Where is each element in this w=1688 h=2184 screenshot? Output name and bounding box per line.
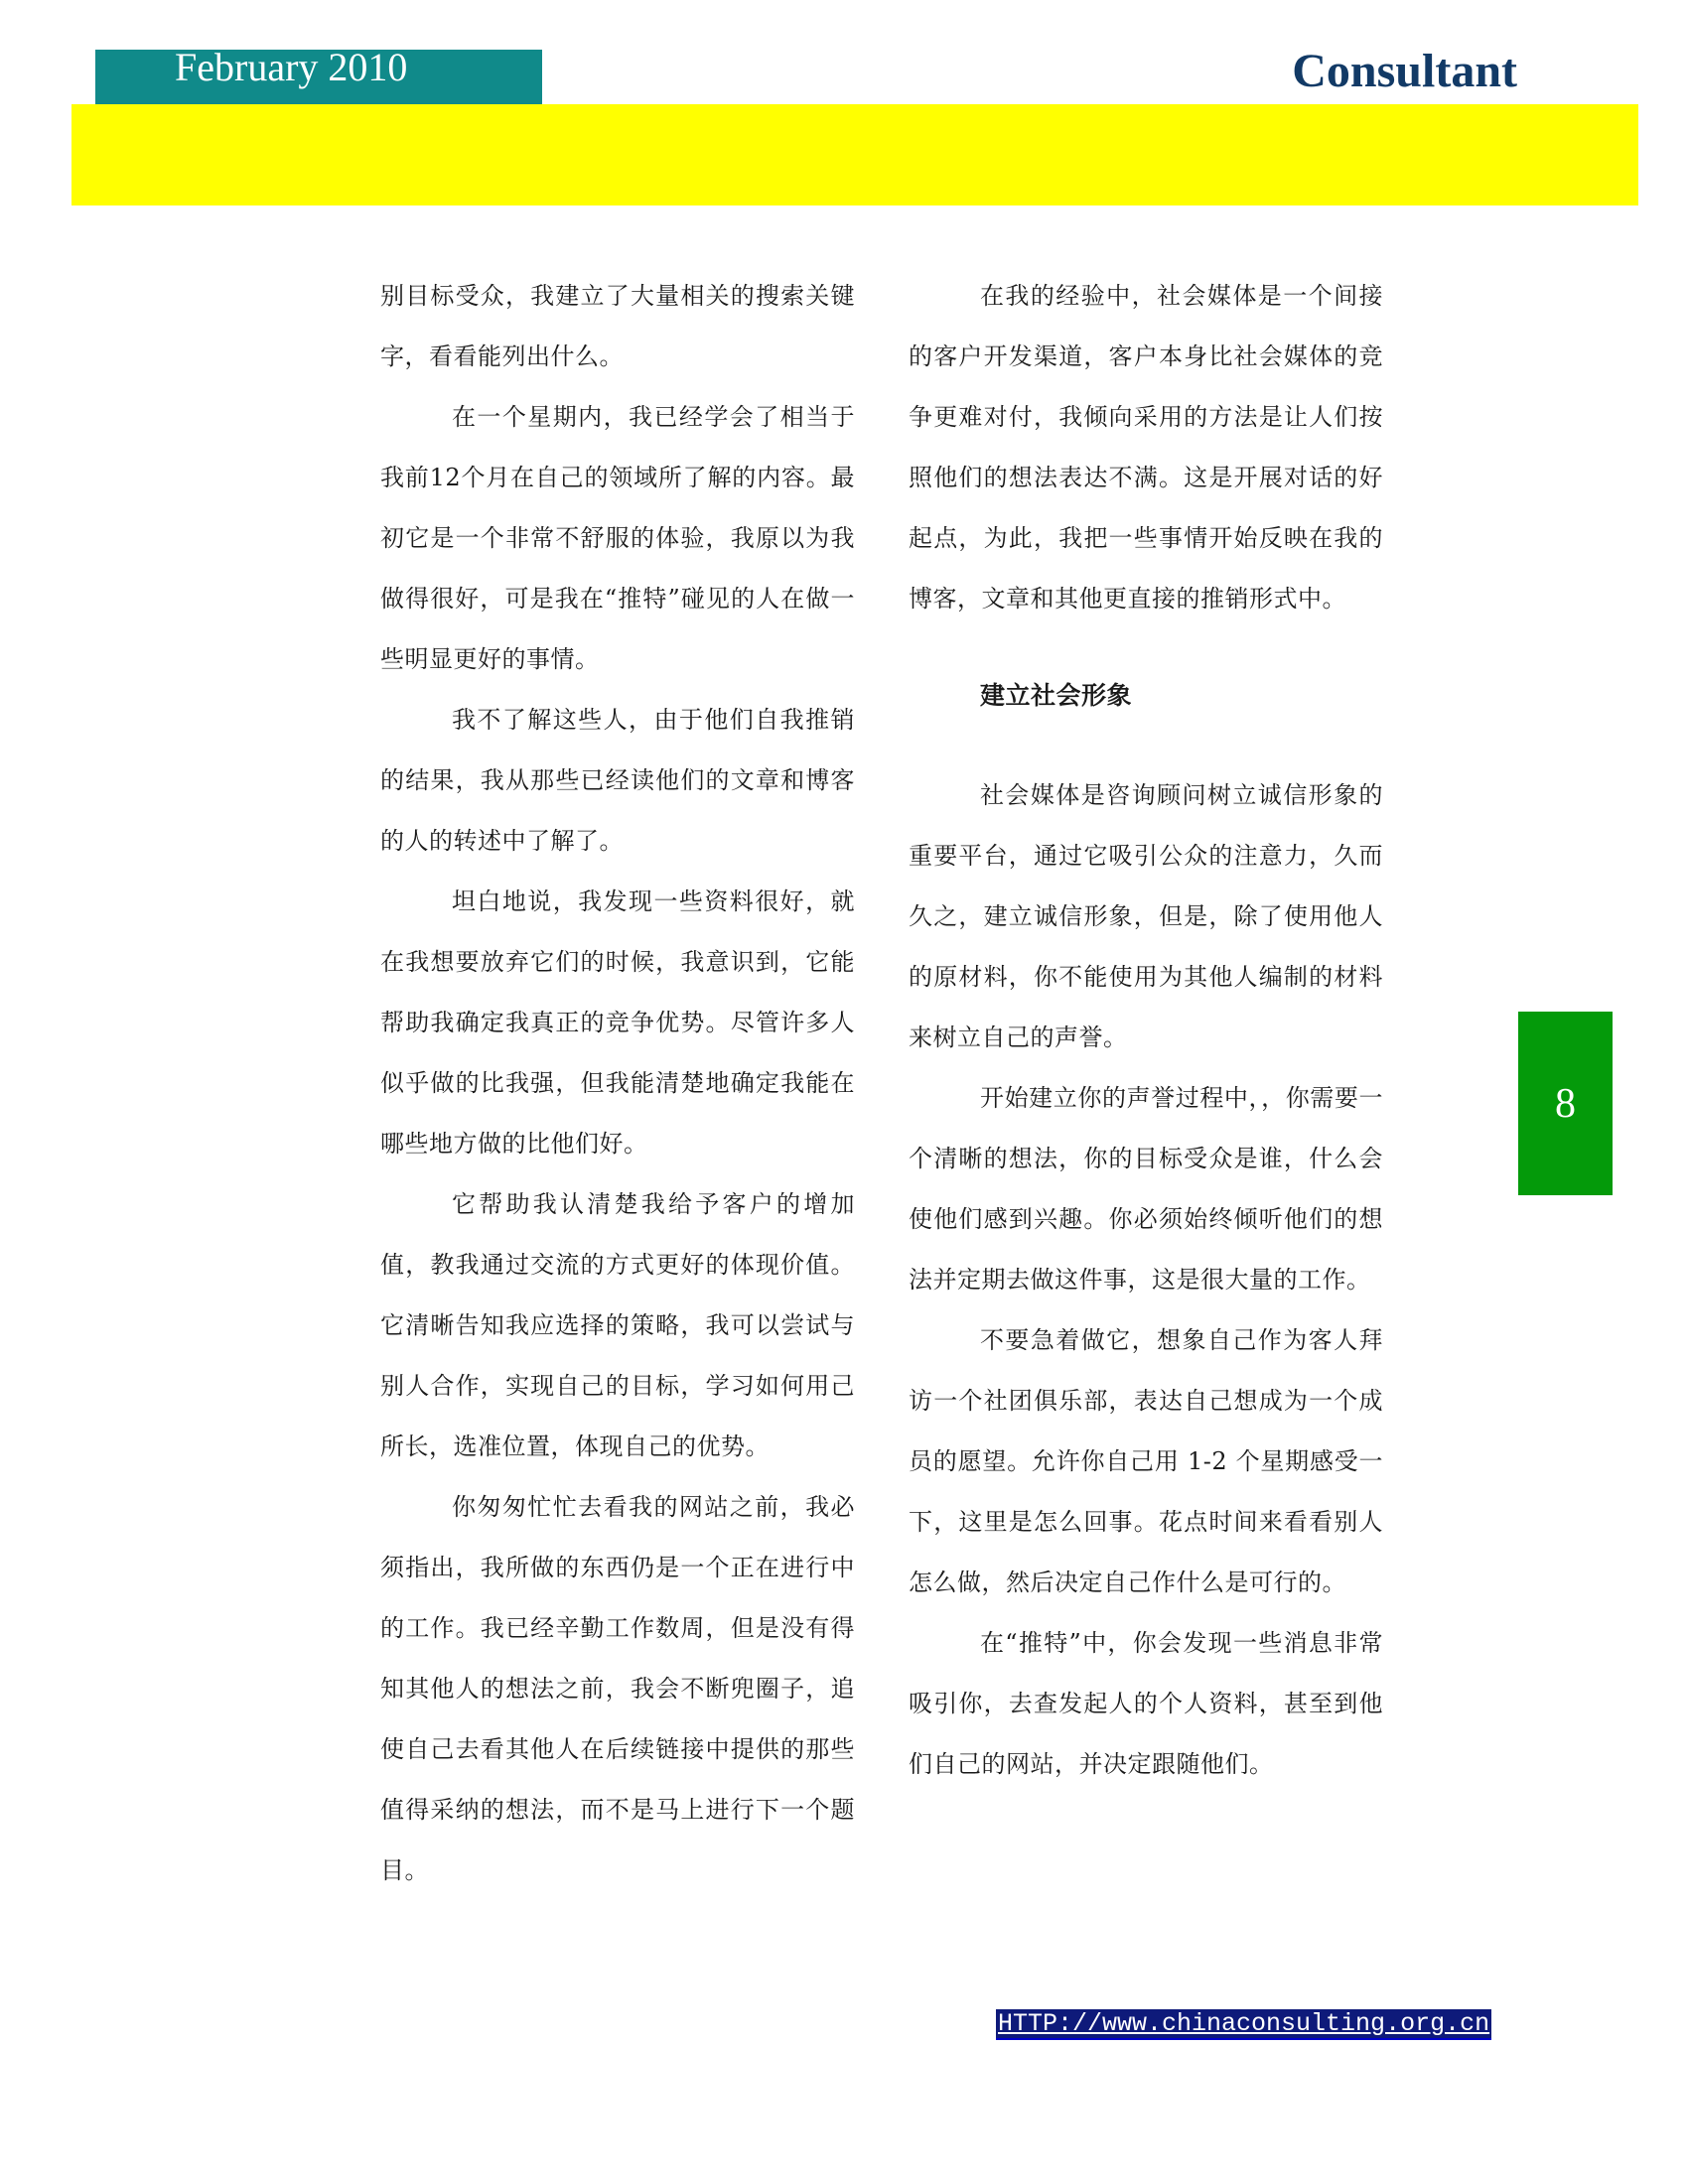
page-number: 8 (1518, 1012, 1613, 1195)
paragraph: 别目标受众，我建立了大量相关的搜索关键字，看看能列出什么。 (380, 282, 855, 370)
paragraph: 它帮助我认清楚我给予客户的增加值，教我通过交流的方式更好的体现价值。它清晰告知我应选择的策略，我可以尝试与别人合作，实现自己的目标，学习如何用己所长，选准位置，体现自己的优势。 (380, 1190, 855, 1460)
header-banner (71, 104, 1638, 205)
paragraph: 我不了解这些人，由于他们自我推销的结果，我从那些已经读他们的文章和博客的人的转述中了解了。 (380, 706, 855, 855)
right-column (909, 266, 1383, 1795)
paragraph: 在“推特”中，你会发现一些消息非常吸引你，去查发起人的个人资料，甚至到他们自己的网站，并决定跟随他们。 (909, 1629, 1383, 1778)
paragraph: 开始建立你的声誉过程中，，你需要一个清晰的想法，你的目标受众是谁，什么会使他们感到兴趣。你必须始终倾听他们的想法并定期去做这件事，这是很大量的工作。 (909, 1084, 1383, 1294)
paragraph: 你匆匆忙忙去看我的网站之前，我必须指出，我所做的东西仍是一个正在进行中的工作。我已经辛勤工作数周，但是没有得知其他人的想法之前，我会不断兜圈子，追使自己去看其他人在后续链接中提供的那些值得采纳的想法，而不是马上进行下一个题目。 (380, 1493, 855, 1884)
paragraph: 在一个星期内，我已经学会了相当于我前12个月在自己的领域所了解的内容。最初它是一个非常不舒服的体验，我原以为我做得很好，可是我在“推特”碰见的人在做一些明显更好的事情。 (380, 403, 855, 673)
paragraph: 社会媒体是咨询顾问树立诚信形象的重要平台，通过它吸引公众的注意力，久而久之，建立诚信形象，但是，除了使用他人的原材料，你不能使用为其他人编制的材料来树立自己的声誉。 (909, 781, 1383, 1051)
magazine-title: Consultant (1292, 45, 1517, 97)
paragraph: 在我的经验中，社会媒体是一个间接的客户开发渠道，客户本身比社会媒体的竞争更难对付，我倾向采用的方法是让人们按照他们的想法表达不满。这是开展对话的好起点，为此，我把一些事情开始反映在我的博客，文章和其他更直接的推销形式中。 (909, 282, 1383, 613)
section-heading: 建立社会形象 (980, 681, 1133, 710)
paragraph: 坦白地说，我发现一些资料很好，就在我想要放弃它们的时候，我意识到，它能帮助我确定我真正的竞争优势。尽管许多人似乎做的比我强，但我能清楚地确定我能在哪些地方做的比他们好。 (380, 887, 855, 1158)
issue-date: February 2010 (95, 50, 542, 105)
website-link[interactable]: HTTP://www.chinaconsulting.org.cn (998, 2009, 1490, 2038)
left-column (380, 266, 855, 1901)
paragraph: 不要急着做它，想象自己作为客人拜访一个社团俱乐部，表达自己想成为一个成员的愿望。允许你自己用 1-2 个星期感受一下，这里是怎么回事。花点时间来看看别人怎么做，然后决定自己作什么是可行的。 (909, 1326, 1383, 1596)
